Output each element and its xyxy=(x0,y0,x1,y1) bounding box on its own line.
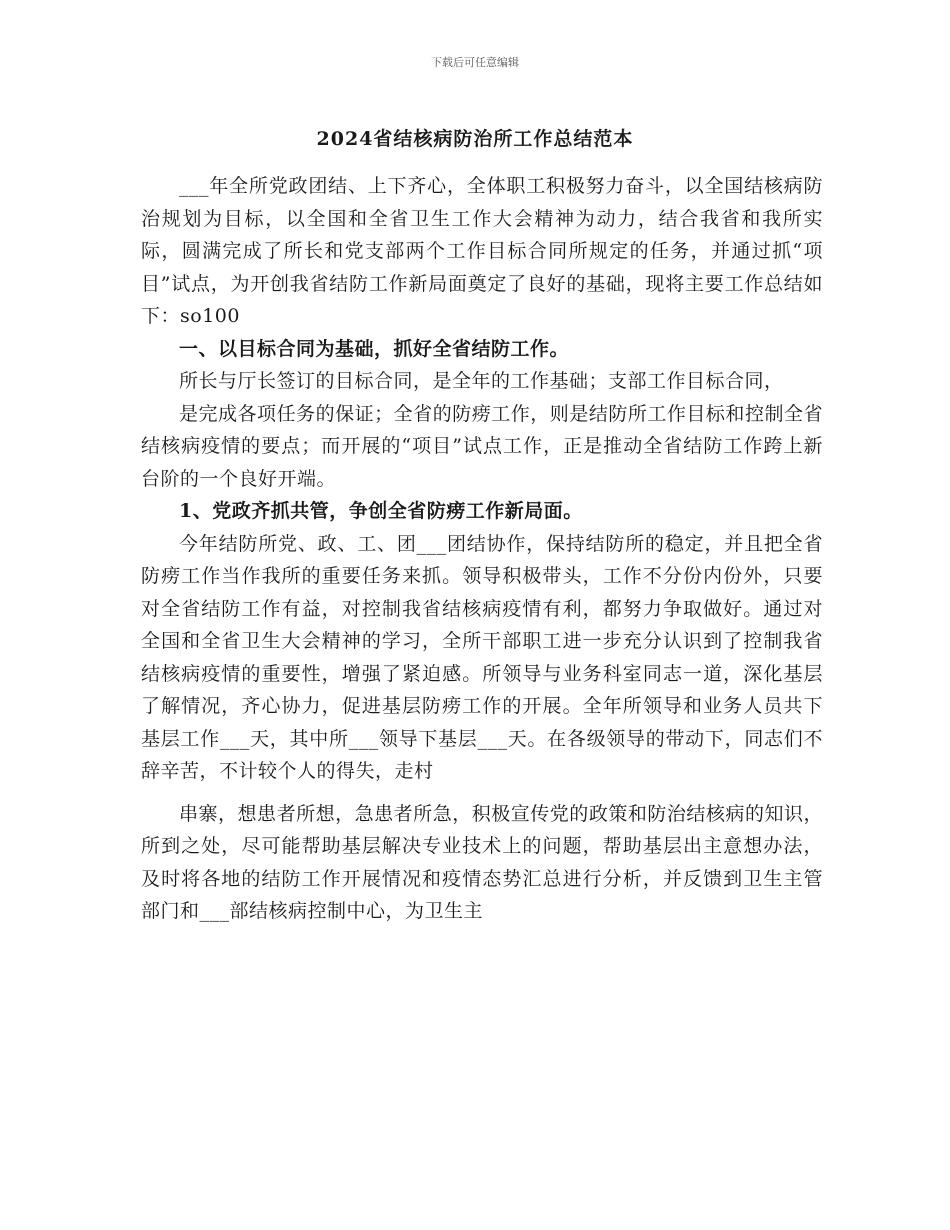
document-title: 2024省结核病防治所工作总结范本 xyxy=(316,128,634,150)
paragraph-contract: 所长与厅长签订的目标合同，是全年的工作基础；支部工作目标合同， xyxy=(179,370,784,392)
subsection-heading-1: 1、党政齐抓共管，争创全省防痨工作新局面。 xyxy=(179,500,583,522)
paragraph-intro: ___年全所党政团结、上下齐心，全体职工积极努力奋斗，以全国结核病防治规划为目标，以全国和全省卫生工作大会精神为动力，结合我省和我所实际，圆满完成了所长和党支部两个工作目标合同所规定的任务，并通过抓“项目”试点，为开创我省结防工作新局面奠定了良好的基础，现将主要工作总结如下：so100 xyxy=(141,175,823,327)
paragraph-leadership: 今年结防所党、政、工、团___团结协作，保持结防所的稳定，并且把全省防痨工作当作我所的重要任务来抓。领导积极带头，工作不分份内份外，只要对全省结防工作有益，对控制我省结核病疫情有利，都努力争取做好。通过对全国和全省卫生大会精神的学习，全所干部职工进一步充分认识到了控制我省结核病疫情的重要性，增强了紧迫感。所领导与业务科室同志一道，深化基层了解情况，齐心协力，促进基层防痨工作的开展。全年所领导和业务人员共下基层工作___天，其中所___领导下基层___天。在各级领导的带动下，同志们不辞辛苦，不计较个人的得失，走村 xyxy=(141,532,823,782)
paragraph-contract-cont: 是完成各项任务的保证；全省的防痨工作，则是结防所工作目标和控制全省结核病疫情的要点；而开展的“项目”试点工作，正是推动全省结防工作跨上新台阶的一个良好开端。 xyxy=(141,402,823,490)
header-note: 下载后可任意编辑 xyxy=(431,56,519,69)
paragraph-fieldwork: 串寨，想患者所想，急患者所急，积极宣传党的政策和防治结核病的知识，所到之处，尽可能帮助基层解决专业技术上的问题，帮助基层出主意想办法，及时将各地的结防工作开展情况和疫情态势汇总进行分析，并反馈到卫生主管部门和___部结核病控制中心，为卫生主 xyxy=(141,802,823,922)
section-heading-1: 一、以目标合同为基础，抓好全省结防工作。 xyxy=(179,337,570,360)
document-body xyxy=(141,170,823,928)
